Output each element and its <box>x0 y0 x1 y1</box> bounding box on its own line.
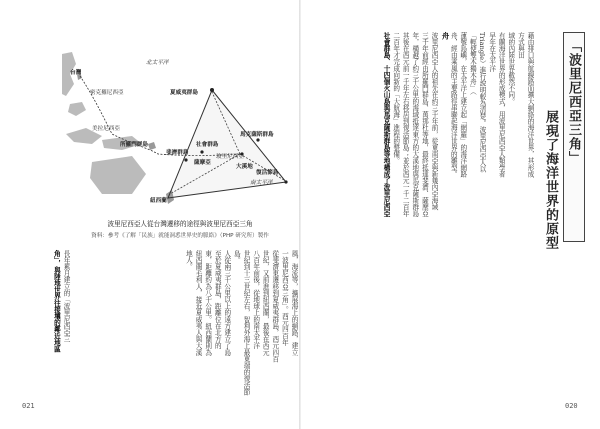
book-gutter <box>299 0 301 429</box>
easter-dot <box>284 180 287 183</box>
left-closing-col-1: 長年累月建立的「波里尼西亞三 <box>62 250 70 343</box>
left-body-col-7: 人從兩三千公里以上的遠方建立了島 <box>222 250 231 356</box>
intro-col-1: 藉由排口與航線路而擴大網絡的海洋世界，其形成方式與田 <box>516 32 534 178</box>
map-label-south-pacific: 南太平洋 <box>250 180 273 186</box>
map-label-micronesia: 密克羅尼西亞 <box>90 90 124 96</box>
right-body-text <box>330 32 438 392</box>
intro-col-6: 舟，經由乘風的主要路徑串聯起海洋世界的雛型。 <box>449 32 458 178</box>
page-number-right: 020 <box>565 402 578 410</box>
chapter-title-box <box>563 32 585 242</box>
marquesas-dot <box>256 138 259 141</box>
map-label-north-pacific: 北太平洋 <box>146 60 169 66</box>
right-body-col-3: 年，橫越了約三千公里的海域抵達東方的大溪地與馬克薩斯群島 <box>410 32 419 217</box>
map-label-taiwan: 台灣 <box>70 70 82 76</box>
map-label-polynesia: 玻里尼西亞 <box>216 154 244 160</box>
section-heading: 舟 <box>441 32 450 40</box>
fiji-dot <box>184 158 187 161</box>
samoa-dot <box>200 150 203 153</box>
chapter-title-line1: 「波里尼西亞三角」 <box>566 39 581 165</box>
map-label-solomon: 所羅門群島 <box>120 142 148 148</box>
intro-col-3: 有關海洋世界的形成模式，用波里尼西亞人類學者早年在太平洋 <box>487 32 506 178</box>
map-label-marquesas: 馬克薩斯群島 <box>240 132 274 138</box>
map-source: 資料：參考《了解「民族」就能洞悉世界史的脈絡》（PHP 研究所）製作 <box>91 233 269 239</box>
map-label-easter: 復活節島 <box>256 170 279 176</box>
left-body-col-9: 東，距離約為八千公里。紐西蘭則為 <box>203 250 212 356</box>
left-body-col-2: 一波里尼西亞三角」。西元四百年 <box>280 250 289 346</box>
right-body-col-4: 其後在西元前一千年左右移居到復活節島；並於西元一千二百年 <box>401 32 410 217</box>
map-caption: 波里尼西亞人從台灣遷移的途徑與波里尼西亞三角 <box>107 220 253 228</box>
right-body-col-2: 三千年前經由所羅門群島、萬那杜等地，最終抵達斐濟、薩摩亞 <box>420 32 429 217</box>
chapter-title-line2: 展現了海洋世界的原型 <box>543 110 558 250</box>
right-body-col-6: 社會群島、十四個火山島與馬克薩斯群島等地構成了波里尼西亞 <box>382 32 391 217</box>
left-body-col-4: 世紀，又前進到紐西蘭，最後在西元 <box>261 250 270 356</box>
left-body-col-3: 從斐濟東遷移到夏威夷群島，西元四百 <box>270 250 279 363</box>
left-body-col-5: 八百年前後，從地球上的南太平洋 <box>251 250 260 349</box>
left-body-text <box>72 250 298 400</box>
right-lower-text <box>462 190 552 390</box>
right-body-col-1: 波里尼西亞人的祖先在約三千年前，從東南亞與新幾內亞海域 <box>430 32 438 211</box>
left-body-col-1: 風，海流等，擴展海上的網路，建立 <box>290 250 298 356</box>
map-label-hawaii: 夏威夷群島 <box>170 90 198 96</box>
left-closing-text <box>48 250 70 400</box>
right-body-col-5: 二百年才完成向新的「大航海」進程的整備。 <box>391 32 400 164</box>
map-label-samoa: 薩摩亞 <box>194 160 211 166</box>
left-body-col-8: 至於夏威夷群島，距離位在北方的 <box>213 250 222 349</box>
map-label-new-zealand: 紐西蘭 <box>150 198 167 204</box>
intro-col-4: Triangle）進行說明較為清楚。波里尼西亞人以「輕便雙木獨木舟」（ <box>468 32 487 173</box>
intro-col-5: 蓮號島嶼，在太平洋上建立起「網羅」的海洋網路 <box>458 32 467 178</box>
intro-text <box>449 32 534 182</box>
left-closing-col-2: 角」，與陸地世界往接壤的鄰近地區 <box>52 250 61 353</box>
left-body-col-11: 地人。 <box>184 250 193 270</box>
page-number-left: 021 <box>22 402 35 410</box>
map-label-fiji: 斐濟群島 <box>166 150 189 156</box>
map-label-tahiti: 大溪地 <box>236 164 253 170</box>
map-label-melanesia: 美拉尼西亞 <box>92 126 120 132</box>
left-body-col-10: 紐西蘭毛利人，接近夏威夷人與大溪 <box>194 250 203 356</box>
left-body-col-6: 世紀到十三世紀左右，智利外海上最東端的復活節島。 <box>232 250 251 396</box>
map-label-society: 社會群島 <box>196 142 219 148</box>
hawaii-dot <box>210 88 214 92</box>
intro-col-2: 域的內陸世界截然不同。 <box>506 32 515 105</box>
